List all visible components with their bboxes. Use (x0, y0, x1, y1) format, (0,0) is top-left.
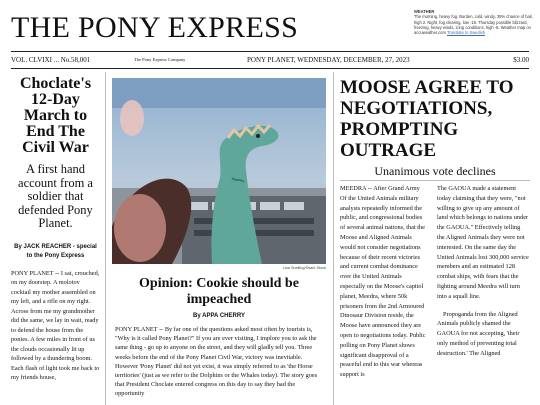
dinosaur-photo[interactable] (112, 78, 326, 264)
right-article-headline[interactable]: MOOSE AGREE TO NEGOTIATIONS, PROMPTING OUTRAGE (340, 77, 514, 161)
subhead-rule (340, 180, 530, 181)
right-article-column-2 (437, 184, 529, 367)
weather-box (414, 9, 536, 35)
left-article (11, 76, 100, 383)
right-article-paragraph: Propoganda from the Aligned Animals publicly shamed the GAOUA for not accepting, 'their only method of preventing total destruction.' The Aligned (437, 310, 520, 357)
left-article-byline: By JACK REACHER - special to the Pony Express (14, 243, 97, 259)
left-article-subhead: A first hand account from a soldier that defended Pony Planet. (18, 162, 93, 230)
issue-date: PONY PLANET, WEDNESDAY, DECEMBER, 27, 2023 (247, 56, 410, 64)
translate-link[interactable]: Translate to Swedish (446, 30, 486, 36)
right-article-column-1: MEEDRA -- After Grand Army Of the United Animals military analysts repeatedly informed the public, and congressional bodies of several animal nations, that the Moose and Aligned Animals would not consider negotiations because of their recent victories and current combat dominance over the United Animals especially on the Moose's capitol planet, Meedra, where 50k prisoners from the 2nd Armoured Dinosaur Division reside, the Moose have announced they are open to negotiations today. Public polling on Pony Planet shows significant disapproval of a peaceful end to this war whereas support is (340, 185, 426, 379)
left-article-headline[interactable]: Choclate's 12-Day March to End The Civil War (19, 75, 92, 156)
newspaper-title: THE PONY EXPRESS (11, 11, 299, 44)
masthead (11, 8, 411, 48)
photo-illustration (112, 78, 326, 264)
center-article-headline[interactable]: Opinion: Cookie should be impeached (139, 276, 299, 307)
column-divider (333, 72, 334, 405)
weather-text: The morning, heavy fog. Burden, cold, windy, 35% chance of hail, high 2. Night, fog clearing, low -18. Thursday possible blizzard, freezing, heavy winds, icing conditions, high -8. Weather map on accuweather.com (414, 14, 533, 36)
right-article-subhead: Unanimous vote declines (374, 164, 496, 178)
issue-price: $3.00 (513, 56, 529, 64)
right-article-paragraph: The GAOUA made a statement today claiming that they were, "not willing to give up any amount of land which belongs to nations under the GAOUA." Effectively telling the Aligned Animals they were not interested. On the same day the United Animals lost 300,000 service members and an estimated 128 combat ships, with fears that the fighting around Meedra will turn into a squall line. (437, 185, 529, 300)
company-name: The Pony Express Company (134, 57, 186, 62)
dateline (11, 54, 529, 66)
weather-label: WEATHER (414, 9, 435, 14)
photo-credit: Lisa Snelling/Shark Stock (282, 266, 326, 270)
left-article-body: PONY PLANET -- I sat, crouched, on my doorstep. A molotov cocktail my mother assembled on my left, and a rifle on my right. Across from me my grandmother did the same, we lay in wait, ready to defend the house from the ponies. A few miles in front of us the clouds occasionally lit up followed by a thundering boom. Each flash of light took me back to my friends house, (11, 269, 100, 381)
masthead-rule (11, 51, 529, 52)
dateline-rule (11, 68, 529, 69)
volume-number: VOL. CLVIXI ... No.58,001 (11, 56, 91, 64)
center-article-byline: By APPA CHERRY (193, 313, 245, 319)
center-article-body: PONY PLANET -- By far one of the questions asked most often by tourists is, "Why is it called Pony Planet?" If you are ever visiting, I implore you to ask the same thing - go up to anyone on the street, and they will gladly tell you. Three weeks before the end of the Pony Planet Civil War, victory was inevitable. However 'Pony Planet' did not yet exist, it was simply referred to as 'the Horse territories' (just as we refer to the Dolphins or the Whales today). The story goes that President Choclate entered congress on this day to say they had the opportunity (115, 326, 318, 398)
column-divider (105, 72, 106, 405)
